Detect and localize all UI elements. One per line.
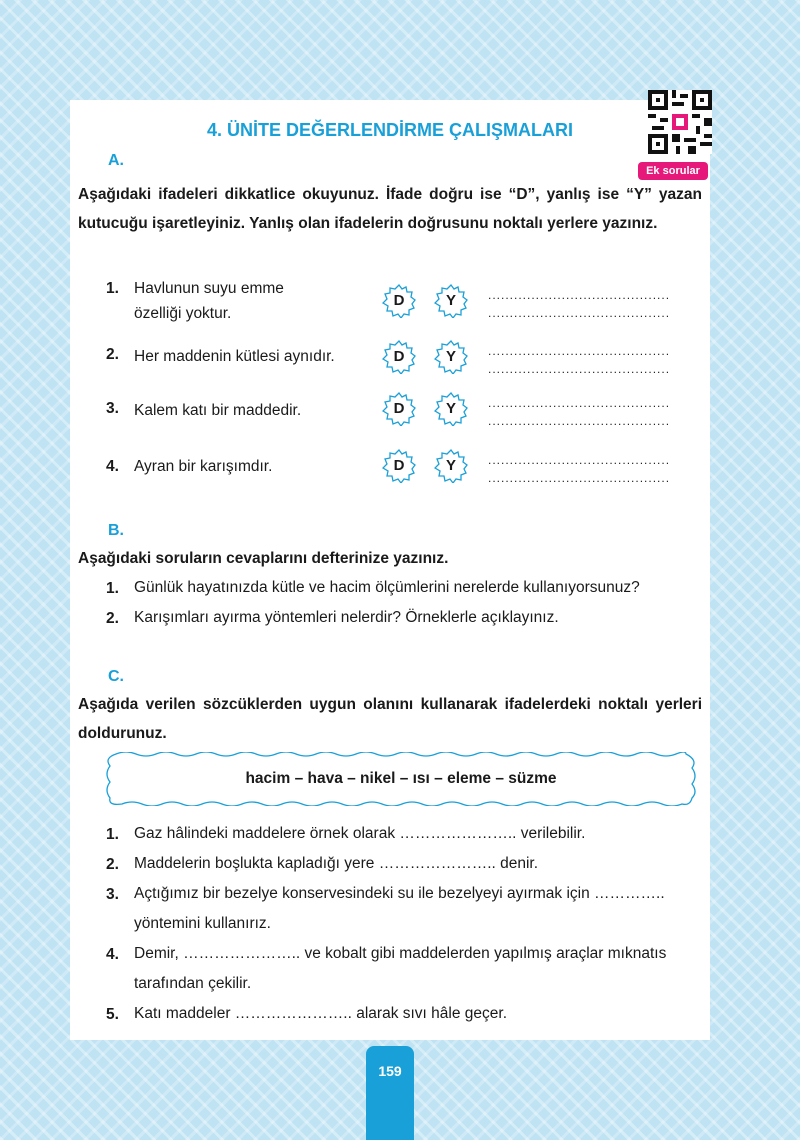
- section-c-letter: C.: [108, 668, 124, 685]
- true-label: D: [393, 457, 405, 474]
- a-item-3-answer-line-2[interactable]: ..........................................: [488, 414, 671, 428]
- a-item-2-number: 2.: [106, 346, 119, 363]
- c-item-1-number: 1.: [106, 826, 119, 843]
- a-item-4-false-option[interactable]: [434, 449, 468, 483]
- a-item-1-text: Havlunun suyu emme özelliği yoktur.: [134, 280, 284, 322]
- a-item-1-number: 1.: [106, 280, 119, 297]
- c-item-3-number: 3.: [106, 886, 119, 903]
- c-item-2-number: 2.: [106, 856, 119, 873]
- a-item-1-true-option[interactable]: [382, 284, 416, 318]
- false-label: Y: [445, 348, 456, 365]
- c-item-5-number: 5.: [106, 1006, 119, 1023]
- b-item-1-text: Günlük hayatınızda kütle ve hacim ölçümlerini nerelerde kullanıyorsunuz?: [134, 579, 640, 596]
- c-item-1-text: Gaz hâlindeki maddelere örnek olarak ………………….. verilebilir.: [134, 825, 586, 842]
- section-c-instruction: Aşağıda verilen sözcüklerden uygun olanını kullanarak ifadelerdeki noktalı yerleri doldurunuz.: [78, 696, 702, 742]
- a-item-4-text: Ayran bir karışımdır.: [134, 458, 273, 475]
- page-title: 4. ÜNİTE DEĞERLENDİRME ÇALIŞMALARI: [206, 120, 573, 140]
- a-item-3-true-option[interactable]: [382, 392, 416, 426]
- a-item-4-true-option[interactable]: [382, 449, 416, 483]
- b-item-2-text: Karışımları ayırma yöntemleri nelerdir? Örneklerle açıklayınız.: [134, 609, 559, 626]
- a-item-2-answer-line-1[interactable]: ..........................................: [488, 344, 671, 358]
- false-label: Y: [445, 292, 456, 309]
- page-number-tab: [366, 1046, 414, 1140]
- a-item-4-number: 4.: [106, 458, 119, 475]
- b-item-2-number: 2.: [106, 610, 119, 627]
- a-item-2-true-option[interactable]: [382, 340, 416, 374]
- c-item-5-text: Katı maddeler ………………….. alarak sıvı hâle geçer.: [134, 1005, 507, 1022]
- a-item-3-answer-line-1[interactable]: ..........................................: [488, 396, 671, 410]
- a-item-4-answer-line-1[interactable]: ..........................................: [488, 453, 671, 467]
- b-item-1-number: 1.: [106, 580, 119, 597]
- section-b-letter: B.: [108, 522, 124, 539]
- word-bank-text: hacim – hava – nikel – ısı – eleme – süzme: [245, 770, 557, 787]
- true-label: D: [393, 400, 405, 417]
- section-a-instruction: Aşağıdaki ifadeleri dikkatlice okuyunuz. İfade doğru ise “D”, yanlış ise “Y” yazan kutucuğu işaretleyiniz. Yanlış olan ifadelerin doğrusunu noktalı yerlere yazınız.: [78, 186, 702, 232]
- c-item-4-text: Demir, ………………….. ve kobalt gibi maddelerden yapılmış araçlar mıknatıs tarafından çekilir.: [134, 945, 667, 992]
- true-label: D: [393, 292, 405, 309]
- word-bank-box: [106, 752, 696, 806]
- a-item-4-answer-line-2[interactable]: ..........................................: [488, 471, 671, 485]
- c-item-4-number: 4.: [106, 946, 119, 963]
- a-item-1-answer-line-1[interactable]: ..........................................: [488, 288, 671, 302]
- a-item-2-false-option[interactable]: [434, 340, 468, 374]
- a-item-1-false-option[interactable]: [434, 284, 468, 318]
- worksheet-page: [70, 100, 710, 1040]
- a-item-2-text: Her maddenin kütlesi aynıdır.: [134, 348, 335, 365]
- extra-questions-badge[interactable]: Ek sorular: [638, 162, 708, 180]
- false-label: Y: [445, 400, 456, 417]
- true-label: D: [393, 348, 405, 365]
- page-number: 159: [378, 1063, 402, 1079]
- a-item-2-answer-line-2[interactable]: ..........................................: [488, 362, 671, 376]
- c-item-2-text: Maddelerin boşlukta kapladığı yere ………………….. denir.: [134, 855, 539, 872]
- a-item-1-answer-line-2[interactable]: ..........................................: [488, 306, 671, 320]
- false-label: Y: [445, 457, 456, 474]
- a-item-3-false-option[interactable]: [434, 392, 468, 426]
- c-item-3-text: Açtığımız bir bezelye konservesindeki su ile bezelyeyi ayırmak için ………….. yöntemini kullanırız.: [134, 885, 665, 932]
- a-item-3-number: 3.: [106, 400, 119, 417]
- a-item-3-text: Kalem katı bir maddedir.: [134, 402, 302, 419]
- section-a-letter: A.: [108, 152, 124, 169]
- section-b-instruction: Aşağıdaki soruların cevaplarını defterinize yazınız.: [78, 550, 449, 567]
